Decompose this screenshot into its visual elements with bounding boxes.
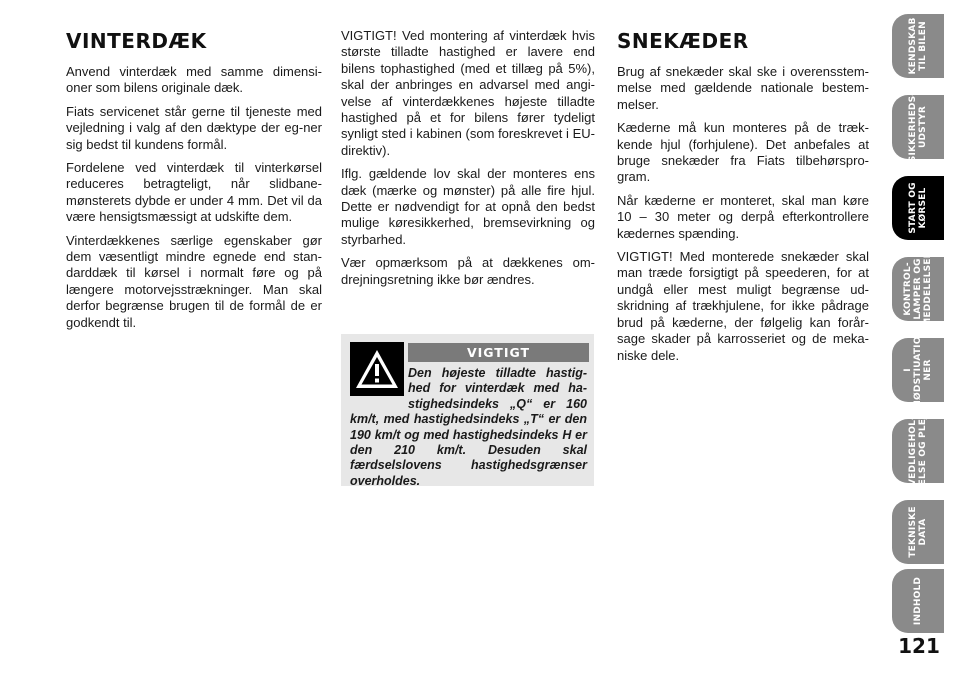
tab-label: TEKNISKE DATA [908,506,928,558]
middle-paragraph-3: Vær opmærksom på at dækkenes om-drejningsretning ikke bør ændres. [341,255,595,287]
chains-paragraph-1: Brug af snekæder skal ske i overensstem-melse med gældende nationale bestem-melser. [617,64,869,112]
chains-paragraph-3: Når kæderne er monteret, skal man køre 10 – 30 meter og derpå efterkontrollere kædernes spænding. [617,192,869,241]
tab-indhold[interactable] [892,569,944,633]
winter-tyres-section [66,28,322,338]
chains-paragraph-4: VIGTIGT! Med monterede snekæder skal man træde forsigtigt på speederen, for at undgå eller mest muligt begrænse ud-skridning af trækhjulene, for ikke pådrage brud på kæderne, der følgelig kan forår-sage skader på karrosseriet og de meka-niske dele. [617,249,869,363]
tab-label: VEDLIGEHOL- DELSE OG PLEJE [908,408,928,494]
page-number: 121 [898,634,940,658]
chains-paragraph-2: Kæderne må kun monteres på de træk-kende hjul (forhjulene). Det anbefales at bruge snekæder fra Fiats tilbehørspro-gram. [617,120,869,185]
warning-text-wrap [350,366,587,489]
tab-start-og-korsel[interactable] [892,176,944,240]
snow-chains-section [617,28,869,371]
winter-tyres-title: VINTERDÆK [66,29,207,53]
winter-paragraph-3: Fordelene ved vinterdæk til vinterkørsel reduceres betragteligt, når slidbane-mønsterets dybde er under 4 mm. Det vil da være hensigtsmæssigt at udskifte dem. [66,160,322,225]
tab-kendskab-til-bilen[interactable] [892,14,944,78]
tab-label: KONTROL- LAMPER OG MEDDELELSER [903,251,933,327]
warning-text: Den højeste tilladte hastig-hed for vinterdæk med ha-stighedsindeks „Q“ er 160 km/t, med hastighedsindeks „T“ er den 190 km/t og med hastighedsindeks H er den 210 km/t. Desuden skal færdselslovens hastighedsgrænser overholdes. [350,366,587,488]
warning-box [341,334,594,486]
middle-paragraph-1: VIGTIGT! Ved montering af vinterdæk hvis største tilladte hastighed er lavere end bilens tophastighed (med et tillæg på 5%), skal der anbringes en advarsel med angi-velse af vinterdækkenes højeste tilladte hastighed på et for bilens fører tydeligt synligt sted i kabinen (som foreskrevet i EU-direktiv). [341,28,595,158]
winter-paragraph-2: Fiats servicenet står gerne til tjeneste med vejledning i valg af den dæktype der eg-ner sig bedst til kundens formål. [66,103,322,152]
tab-sikkerhedsudstyr[interactable] [892,91,944,163]
tab-nodsituationer[interactable] [892,332,944,408]
tab-tekniske-data[interactable] [892,500,944,564]
warning-label: VIGTIGT [408,343,589,362]
middle-paragraph-2: Iflg. gældende lov skal der monteres ens dæk (mærke og mønster) på alle fire hjul. Dette er nødvendigt for at opnå den bedst mulige køresikkerhed, bremsevirkning og styrbarhed. [341,166,595,247]
tab-kontrollamper[interactable] [892,251,944,327]
tab-vedligeholdelse[interactable] [892,408,944,494]
winter-tyres-continued [341,28,595,295]
tab-label: START OG KØRSEL [908,182,928,234]
tab-label: INDHOLD [913,576,923,626]
snow-chains-title: SNEKÆDER [617,29,749,53]
tab-label: SIKKERHEDS- UDSTYR [908,91,928,163]
tab-label: KENDSKAB TIL BILEN [908,17,928,75]
winter-paragraph-4: Vinterdækkenes særlige egenskaber gør dem væsentligt mindre egnede end stan-darddæk til kørsel i normalt føre og på længere motorvejsstrækninger. Man skal derfor begrænse brugen til de formål de er godkendt til. [66,232,322,330]
winter-paragraph-1: Anvend vinterdæk med samme dimensi-oner som bilens originale dæk. [66,64,322,96]
tab-label: I NØDSTIUATIO- NER [903,332,933,408]
